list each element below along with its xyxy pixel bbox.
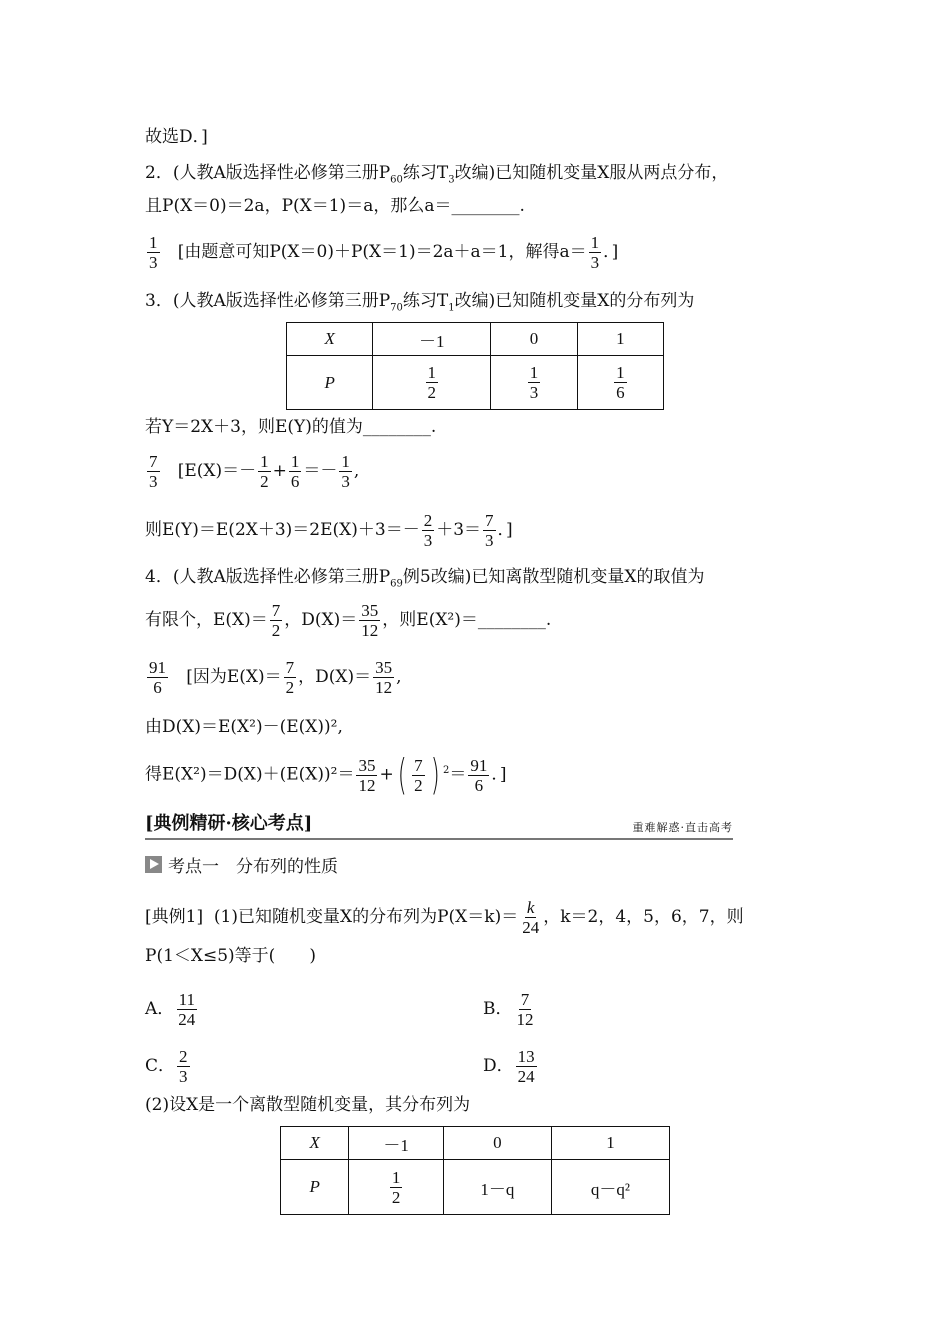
q3-distribution-table: X －1 0 1 P $\frac{1}{2}$ $\frac{1}{3}$ $\frac{1}{6}$ (286, 322, 664, 410)
q2-line2: 且P(X＝0)＝2a，P(X＝1)＝a，那么a＝________. (145, 196, 525, 216)
option-b: B． $\frac{7}{12}$ (483, 990, 534, 1029)
q4-stem: 4．(人教A版选择性必修第三册$P_{69}$例5改编)已知离散型随机变量X的取值为 (145, 567, 705, 590)
top-line: 故选D．] (145, 127, 208, 147)
section-title: [典例精研·核心考点] (145, 813, 313, 834)
ex1-line2: P(1＜X≤5)等于( ) (145, 946, 316, 966)
exam-point: 考点一 分布列的性质 (145, 852, 338, 877)
q3-answer-2: 则E(Y)＝E(2X＋3)＝2E(X)＋3＝－ $\frac{2}{3}$ ＋3＝ $\frac{7}{3}$ ．] (145, 511, 513, 550)
ex1-stem: [典例1] (1)已知随机变量X的分布列为P(X＝k)＝ $\frac{k}{24}$ ，k＝2，4，5，6，7，则 (145, 898, 744, 937)
q3-answer-1: $\frac{7}{3}$ [E(X)＝－ $\frac{1}{2}$ + $\frac{1}{6}$ ＝－ $\frac{1}{3}$ , (149, 452, 360, 491)
q3-stem: 3．(人教A版选择性必修第三册$P_{70}$练习$T_1$改编)已知随机变量X的分布列为 (145, 291, 695, 314)
option-c: C． $\frac{2}{3}$ (145, 1047, 188, 1086)
q2-stem: 2．(人教A版选择性必修第三册$P_{60}$练习$T_3$改编)已知随机变量X服从两点分布， (145, 163, 729, 186)
q4-answer-1: $\frac{91}{6}$ [因为E(X)＝ $\frac{7}{2}$ ，D(X)＝ $\frac{35}{12}$ , (149, 658, 402, 697)
ex1-part2: (2)设X是一个离散型随机变量，其分布列为 (145, 1095, 471, 1115)
q4-line2: 有限个，E(X)＝ $\frac{7}{2}$ ，D(X)＝ $\frac{35}{12}$ ，则E(X²)＝________. (145, 601, 552, 640)
section-subtitle: 重难解惑·直击高考 (632, 821, 733, 834)
q3-line2: 若Y＝2X＋3，则E(Y)的值为________. (145, 417, 437, 437)
option-d: D． $\frac{13}{24}$ (483, 1047, 535, 1086)
q2-ans-frac: $\frac{1}{3}$ (149, 233, 158, 272)
section-header (145, 812, 733, 840)
play-icon (145, 856, 162, 873)
q4-answer-2: 由D(X)＝E(X²)－(E(X))², (145, 717, 343, 737)
q4-answer-3: 得E(X²)＝D(X)＋(E(X))²＝ $\frac{35}{12}$ +( $\frac{7}{2}$ ) $^2$＝ $\frac{91}{6}$ ．] (145, 750, 507, 799)
option-a: A． $\frac{11}{24}$ (145, 990, 196, 1029)
ex1-distribution-table: X －1 0 1 P $\frac{1}{2}$ 1－q q－q² (280, 1126, 670, 1215)
q2-answer: $\frac{1}{3}$ [由题意可知P(X＝0)＋P(X＝1)＝2a＋a＝1，解得a＝ $\frac{1}{3}$ ．] (149, 233, 619, 272)
